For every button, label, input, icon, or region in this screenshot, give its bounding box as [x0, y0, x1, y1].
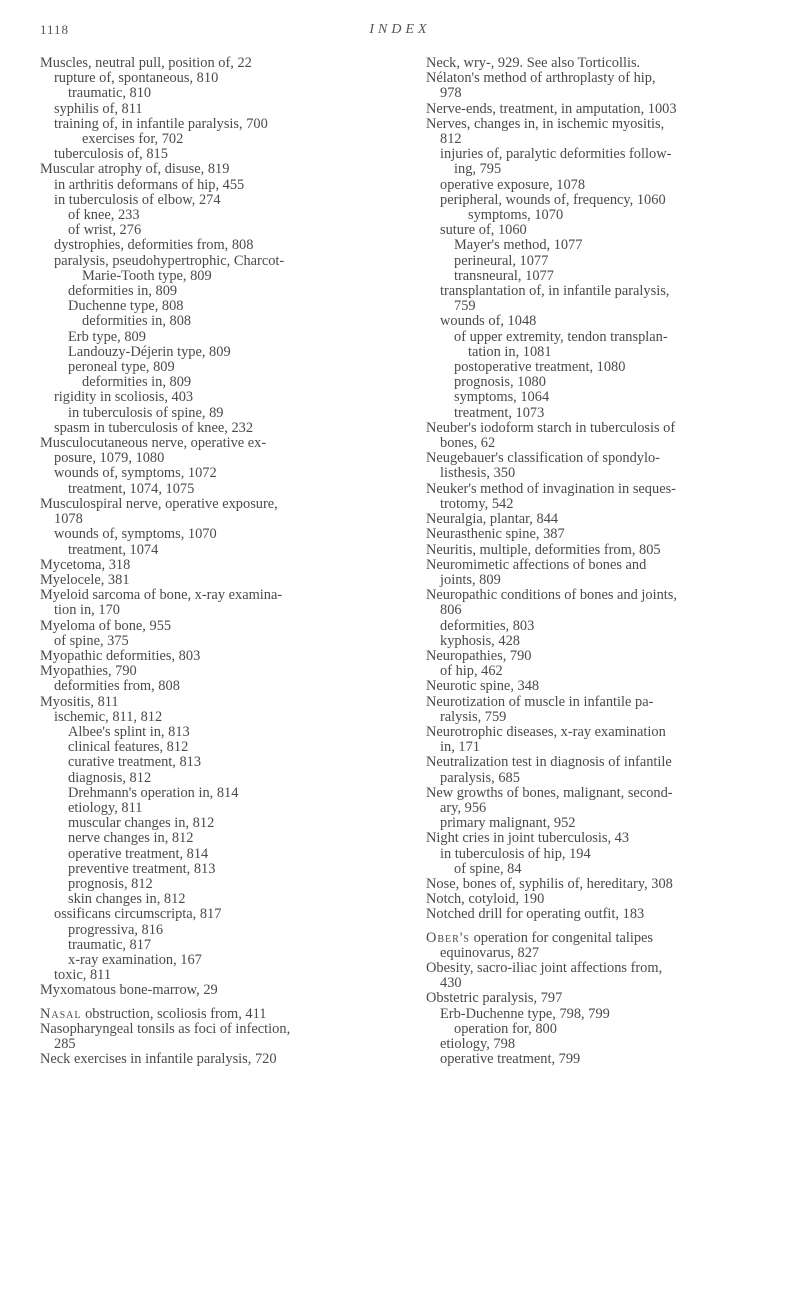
index-entry: Neck, wry-, 929. See also Torticollis. — [426, 55, 641, 71]
index-subentry: skin changes in, 812 — [68, 891, 186, 908]
index-entry: Neugebauer's classification of spondylo- — [426, 450, 660, 467]
index-subentry: ary, 956 — [440, 799, 487, 816]
index-subentry: of upper extremity, tendon transplan- — [454, 328, 668, 345]
index-entry: Night cries in joint tuberculosis, 43 — [426, 830, 630, 847]
index-subentry: 812 — [440, 131, 462, 148]
index-subentry: preventive treatment, 813 — [68, 860, 216, 877]
index-subentry: joints, 809 — [440, 571, 501, 588]
index-subentry: operative treatment, 799 — [440, 1051, 581, 1068]
index-subentry: prognosis, 1080 — [454, 374, 546, 391]
index-subentry: deformities in, 808 — [82, 313, 192, 330]
index-entry: Neuropathic conditions of bones and joints, — [426, 587, 677, 604]
index-subentry: injuries of, paralytic deformities follow- — [440, 146, 672, 163]
index-subentry: etiology, 798 — [440, 1036, 516, 1052]
index-entry: Musculospiral nerve, operative exposure, — [40, 495, 278, 512]
index-subentry: Erb-Duchenne type, 798, 799 — [440, 1005, 610, 1022]
index-subentry: operative exposure, 1078 — [440, 176, 586, 193]
index-subentry: clinical features, 812 — [68, 739, 189, 756]
index-subentry: of hip, 462 — [440, 663, 503, 680]
index-entry: Myopathic deformities, 803 — [40, 647, 201, 664]
index-subentry: trotomy, 542 — [440, 495, 514, 512]
index-subentry: Duchenne type, 808 — [68, 298, 184, 315]
index-subentry: wounds of, 1048 — [440, 313, 537, 330]
index-subentry: progressiva, 816 — [68, 921, 164, 938]
index-subentry: toxic, 811 — [54, 967, 112, 984]
index-entry: Neurotic spine, 348 — [426, 678, 540, 695]
index-subentry: treatment, 1073 — [454, 404, 545, 421]
index-subentry: treatment, 1074, 1075 — [68, 480, 195, 497]
index-subentry: of wrist, 276 — [68, 222, 142, 239]
index-entry: Myeloma of bone, 955 — [40, 617, 172, 634]
index-column-right — [426, 56, 776, 1067]
index-subentry: nerve changes in, 812 — [68, 830, 194, 847]
index-subentry: peripheral, wounds of, frequency, 1060 — [440, 191, 666, 208]
index-subentry: in, 171 — [440, 739, 480, 756]
index-entry: Myopathies, 790 — [40, 663, 137, 680]
index-subentry: Mayer's method, 1077 — [454, 237, 583, 254]
index-subentry: of spine, 84 — [454, 860, 522, 877]
index-subentry: syphilis of, 811 — [54, 100, 143, 117]
index-entry: Myositis, 811 — [40, 693, 119, 710]
index-subentry: ossificans circumscripta, 817 — [54, 906, 222, 923]
index-subentry: diagnosis, 812 — [68, 769, 152, 786]
index-subentry: paralysis, pseudohypertrophic, Charcot- — [54, 252, 285, 269]
index-subentry: traumatic, 810 — [68, 85, 152, 102]
index-subentry: x-ray examination, 167 — [68, 951, 202, 968]
index-subentry: tation in, 1081 — [468, 343, 552, 360]
index-subentry: 806 — [440, 602, 462, 619]
index-subentry: traumatic, 817 — [68, 936, 152, 953]
index-entry: Notched drill for operating outfit, 183 — [426, 906, 645, 923]
index-subentry: ing, 795 — [454, 161, 502, 178]
index-subentry: perineural, 1077 — [454, 252, 549, 269]
index-subentry: suture of, 1060 — [440, 222, 527, 239]
index-subentry: Erb type, 809 — [68, 328, 146, 345]
index-subentry: Landouzy-Déjerin type, 809 — [68, 343, 231, 360]
index-subentry: deformities in, 809 — [68, 283, 178, 300]
index-entry: Neuropathies, 790 — [426, 647, 532, 664]
index-subentry: muscular changes in, 812 — [68, 815, 215, 832]
index-entry: Obstetric paralysis, 797 — [426, 990, 563, 1007]
running-head: INDEX — [369, 22, 431, 37]
index-entry: Neuritis, multiple, deformities from, 805 — [426, 541, 661, 558]
index-subentry: treatment, 1074 — [68, 541, 159, 558]
index-subentry: in arthritis deformans of hip, 455 — [54, 176, 245, 193]
index-entry: Musculocutaneous nerve, operative ex- — [40, 435, 267, 452]
index-subentry: operative treatment, 814 — [68, 845, 209, 862]
index-entry: Nélaton's method of arthroplasty of hip, — [426, 70, 656, 87]
index-subentry: 285 — [54, 1036, 76, 1052]
index-subentry: of knee, 233 — [68, 207, 140, 224]
index-subentry: primary malignant, 952 — [440, 815, 576, 832]
index-entry: Neurotrophic diseases, x-ray examination — [426, 723, 666, 740]
index-subentry: wounds of, symptoms, 1072 — [54, 465, 217, 482]
index-entry: New growths of bones, malignant, second- — [426, 784, 673, 801]
index-subentry: exercises for, 702 — [82, 131, 184, 148]
index-subentry: transplantation of, in infantile paralysis, — [440, 283, 670, 300]
index-entry: Neuker's method of invagination in seques- — [426, 480, 676, 497]
index-entry: Neuralgia, plantar, 844 — [426, 511, 559, 528]
index-subentry: etiology, 811 — [68, 799, 143, 816]
index-entry: Nasopharyngeal tonsils as foci of infection, — [40, 1020, 291, 1037]
index-subentry: equinovarus, 827 — [440, 944, 540, 961]
index-entry: Myelocele, 381 — [40, 571, 130, 588]
index-subentry: in tuberculosis of elbow, 274 — [54, 191, 221, 208]
index-subentry: 1078 — [54, 511, 83, 528]
index-entry: Muscular atrophy of, disuse, 819 — [40, 161, 230, 178]
index-entry: Myxomatous bone-marrow, 29 — [40, 982, 218, 999]
index-subentry: paralysis, 685 — [440, 769, 520, 786]
index-subentry: ralysis, 759 — [440, 708, 507, 725]
index-subentry: peroneal type, 809 — [68, 359, 175, 376]
index-subentry: rupture of, spontaneous, 810 — [54, 70, 219, 87]
index-subentry: training of, in infantile paralysis, 700 — [54, 115, 268, 132]
index-subentry: kyphosis, 428 — [440, 632, 520, 649]
index-entry: Nerve-ends, treatment, in amputation, 1003 — [426, 100, 677, 117]
index-entry: Myeloid sarcoma of bone, x-ray examina- — [40, 587, 283, 604]
index-subentry: deformities in, 809 — [82, 374, 192, 391]
index-subentry: in tuberculosis of hip, 194 — [440, 845, 591, 862]
index-subentry: operation for, 800 — [454, 1020, 557, 1037]
index-entry: Ober's operation for congenital talipes — [426, 929, 654, 946]
index-entry: Neuber's iodoform starch in tuberculosis of — [426, 419, 676, 436]
index-subentry: spasm in tuberculosis of knee, 232 — [54, 419, 254, 436]
index-entry: Muscles, neutral pull, position of, 22 — [40, 55, 252, 71]
index-entry: Nerves, changes in, in ischemic myositis, — [426, 115, 665, 132]
index-subentry: 978 — [440, 85, 462, 102]
index-entry: Neurotization of muscle in infantile pa- — [426, 693, 654, 710]
page-number: 1118 — [40, 22, 70, 37]
index-subentry: bones, 62 — [440, 435, 496, 452]
index-entry: Neutralization test in diagnosis of infantile — [426, 754, 672, 771]
index-subentry: Albee's splint in, 813 — [68, 723, 190, 740]
index-subentry: 430 — [440, 975, 462, 992]
index-subentry: postoperative treatment, 1080 — [454, 359, 626, 376]
index-subentry: Marie-Tooth type, 809 — [82, 267, 212, 284]
index-subentry: rigidity in scoliosis, 403 — [54, 389, 194, 406]
index-subentry: in tuberculosis of spine, 89 — [68, 404, 224, 421]
index-subentry: ischemic, 811, 812 — [54, 708, 163, 725]
index-subentry: 759 — [454, 298, 476, 315]
index-entry: Neurasthenic spine, 387 — [426, 526, 565, 543]
index-entry: Mycetoma, 318 — [40, 556, 131, 573]
index-entry: Obesity, sacro-iliac joint affections from, — [426, 959, 663, 976]
index-subentry: tuberculosis of, 815 — [54, 146, 168, 163]
index-subentry: deformities, 803 — [440, 617, 535, 634]
index-subentry: Drehmann's operation in, 814 — [68, 784, 239, 801]
index-subentry: tion in, 170 — [54, 602, 120, 619]
index-subentry: wounds of, symptoms, 1070 — [54, 526, 217, 543]
index-column-left — [40, 56, 390, 1067]
index-entry: Nasal obstruction, scoliosis from, 411 — [40, 1005, 267, 1022]
index-subentry: posure, 1079, 1080 — [54, 450, 165, 467]
index-subentry: curative treatment, 813 — [68, 754, 202, 771]
index-entry: Neuromimetic affections of bones and — [426, 556, 647, 573]
index-entry: Nose, bones of, syphilis of, hereditary, 308 — [426, 875, 673, 892]
index-subentry: prognosis, 812 — [68, 875, 153, 892]
index-entry: Notch, cotyloid, 190 — [426, 891, 545, 908]
index-subentry: of spine, 375 — [54, 632, 129, 649]
index-subentry: transneural, 1077 — [454, 267, 554, 284]
index-subentry: deformities from, 808 — [54, 678, 180, 695]
index-subentry: dystrophies, deformities from, 808 — [54, 237, 254, 254]
index-subentry: symptoms, 1070 — [468, 207, 564, 224]
index-subentry: symptoms, 1064 — [454, 389, 550, 406]
index-subentry: listhesis, 350 — [440, 465, 516, 482]
index-entry: Neck exercises in infantile paralysis, 720 — [40, 1051, 277, 1068]
